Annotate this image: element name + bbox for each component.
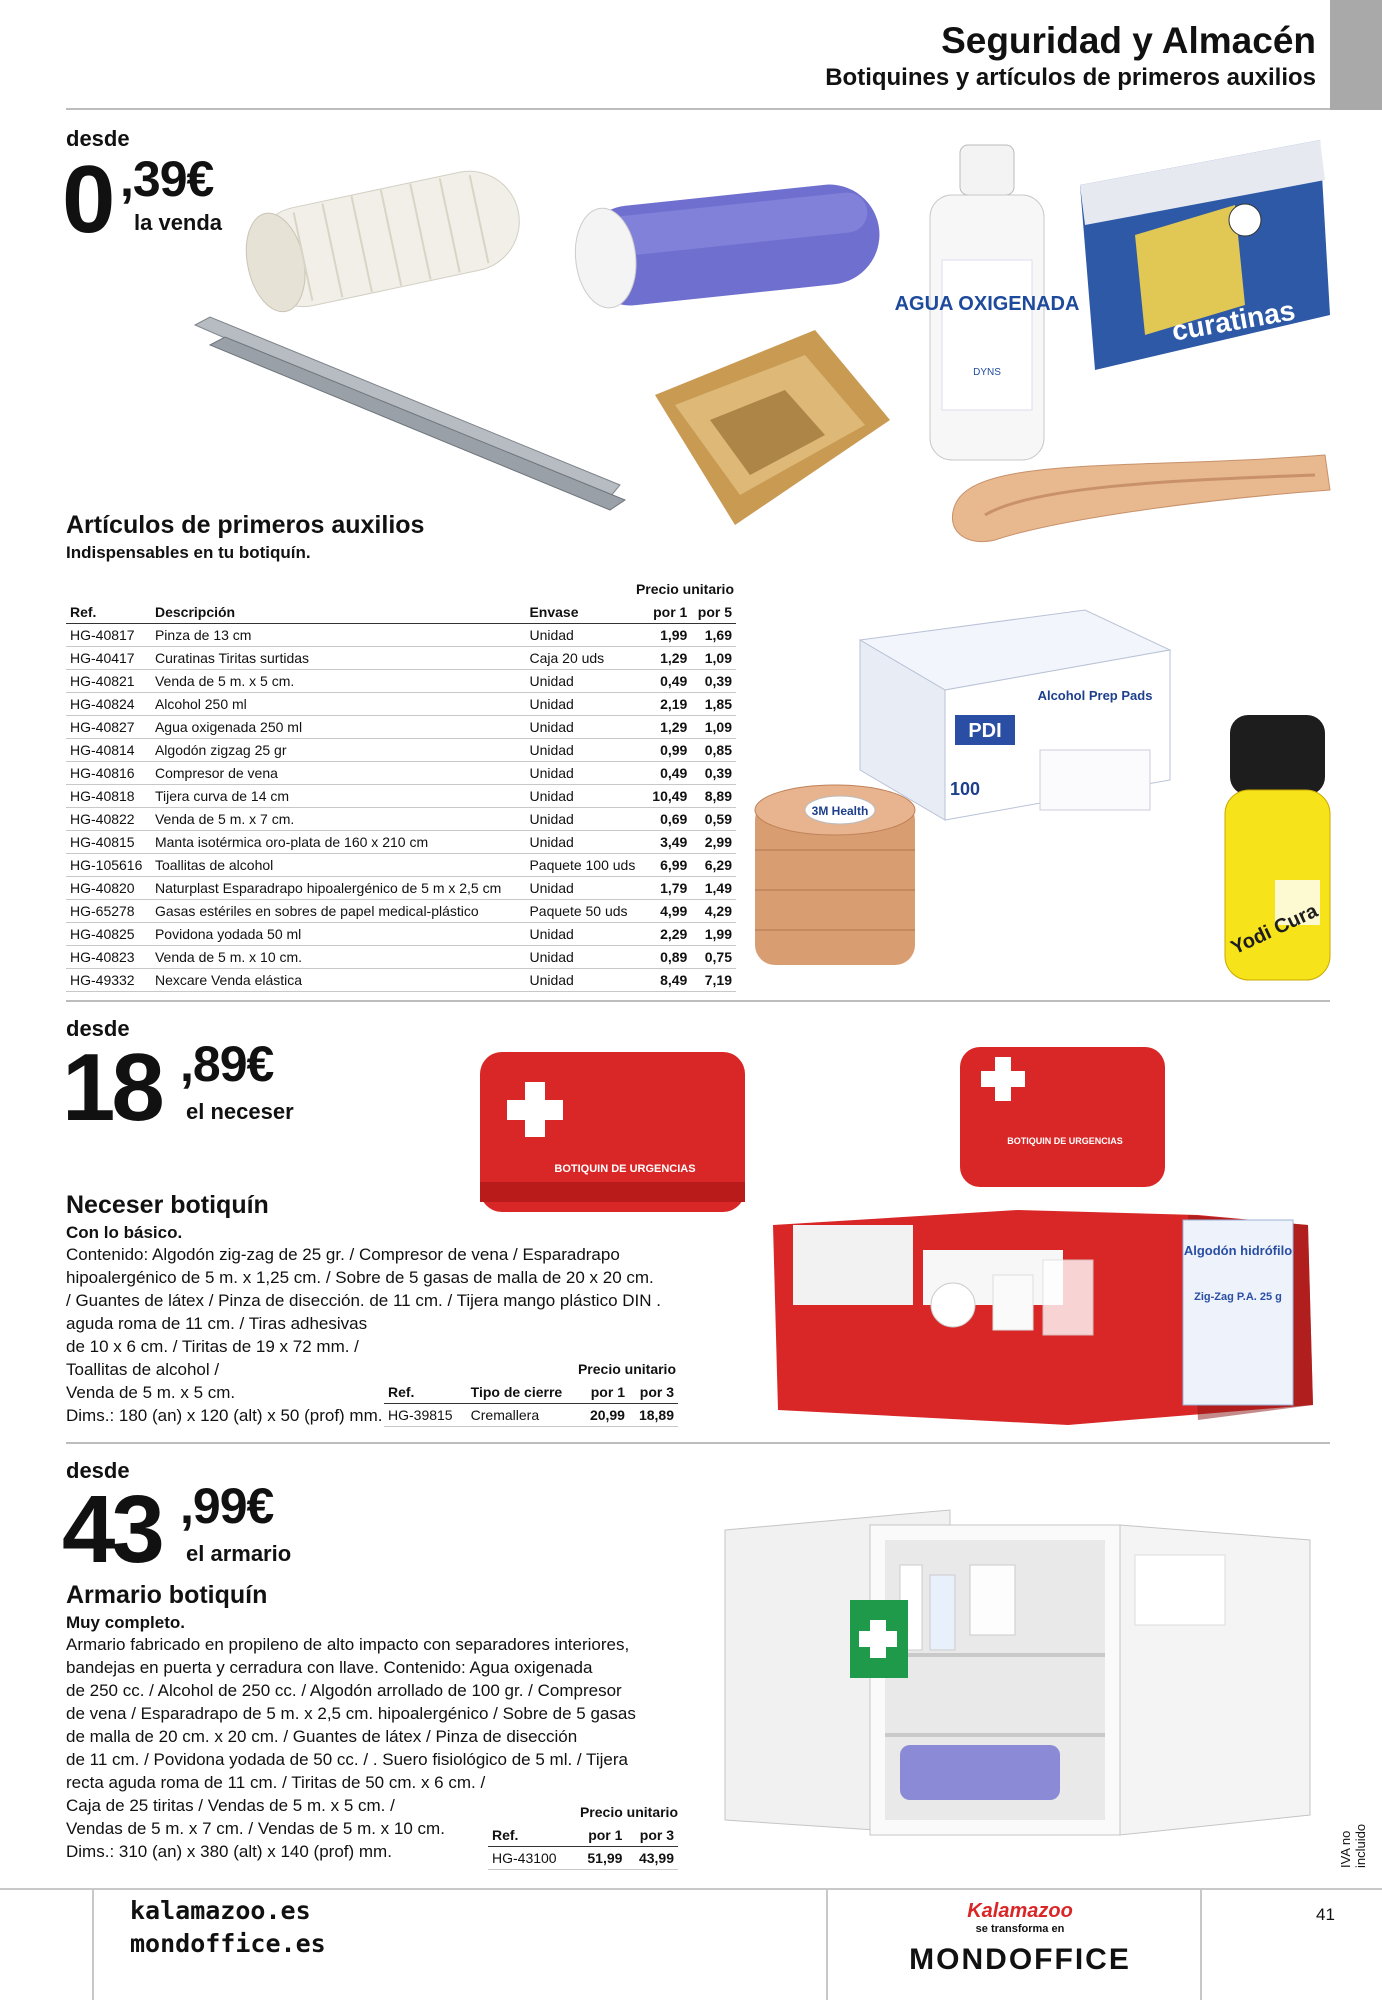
section3-price-table (488, 1824, 678, 1870)
desc-line: aguda roma de 11 cm. / Tiras adhesivas (66, 1314, 368, 1333)
cell-por5: 2,99 (691, 831, 736, 854)
cell-ref: HG-40815 (66, 831, 151, 854)
table-row (66, 854, 736, 877)
cell-ref: HG-40824 (66, 693, 151, 716)
section3-title: Armario botiquín (66, 1581, 268, 1609)
footer-divider-right (1200, 1890, 1202, 2000)
table-row (66, 877, 736, 900)
cell-por1: 0,89 (646, 946, 692, 969)
col-por5: por 5 (691, 601, 736, 624)
cell-por5: 1,85 (691, 693, 736, 716)
cell-descripcion: Povidona yodada 50 ml (151, 923, 526, 946)
price-from-label: desde (66, 126, 130, 151)
hydrogen-peroxide-bottle-image (894, 140, 1080, 465)
cell-por5: 0,39 (691, 762, 736, 785)
col-por3: por 3 (626, 1824, 678, 1847)
price-cents: ,99€ (180, 1478, 274, 1534)
desc-line: Contenido: Algodón zig-zag de 25 gr. / Compresor de vena / Esparadrapo (66, 1245, 620, 1264)
cell-descripcion: Venda de 5 m. x 7 cm. (151, 808, 526, 831)
section1-subtitle: Indispensables en tu botiquín. (66, 543, 311, 562)
cell-por1: 1,29 (646, 647, 692, 670)
first-aid-bag-closed-image (475, 1042, 755, 1222)
cell-por5: 0,39 (691, 670, 736, 693)
col-tipo-cierre: Tipo de cierre (467, 1381, 580, 1404)
table-header-row (488, 1824, 678, 1847)
cell-por5: 1,99 (691, 923, 736, 946)
table-row (66, 831, 736, 854)
cell-por5: 7,19 (691, 969, 736, 992)
section1-precio-unitario: Precio unitario (635, 581, 734, 597)
cell-ref: HG-40817 (66, 624, 151, 647)
cell-descripcion: Tijera curva de 14 cm (151, 785, 526, 808)
price-integer: 43 (62, 1476, 161, 1583)
cell-ref: HG-40814 (66, 739, 151, 762)
tweezers-image (190, 315, 630, 515)
cell-envase: Unidad (525, 969, 645, 992)
cell-por1: 51,99 (575, 1847, 627, 1870)
cell-ref: HG-65278 (66, 900, 151, 923)
cell-por1: 0,49 (646, 762, 692, 785)
table-row (66, 946, 736, 969)
thermal-blanket-image (615, 325, 895, 530)
iva-note: IVA no incluido (1338, 1823, 1368, 1868)
table-header-row (66, 601, 736, 624)
cell-ref: HG-105616 (66, 854, 151, 877)
cell-ref: HG-43100 (488, 1847, 575, 1870)
cell-ref: HG-40827 (66, 716, 151, 739)
price-from-label: desde (66, 1458, 130, 1483)
first-aid-bag-open-image (768, 1205, 1318, 1430)
desc-line: Caja de 25 tiritas / Vendas de 5 m. x 5 cm. / (66, 1796, 395, 1815)
price-integer: 0 (62, 146, 112, 253)
table-row (66, 762, 736, 785)
logo-kalamazoo: Kalamazoo (967, 1900, 1073, 1922)
curatinas-label: curatinas (1169, 294, 1298, 347)
curatinas-box-image (1075, 135, 1335, 375)
desc-line: hipoalergénico de 5 m. x 1,25 cm. / Sobre de 5 gasas de malla de 20 x 20 cm. (66, 1268, 654, 1287)
header-rule (66, 108, 1330, 110)
cell-por1: 10,49 (646, 785, 692, 808)
page-title: Seguridad y Almacén (941, 20, 1316, 61)
cotton-roll-image (560, 160, 900, 330)
desc-line: Dims.: 310 (an) x 380 (alt) x 140 (prof) mm. (66, 1842, 392, 1861)
bandage-brand-label: 3M Health (811, 804, 869, 818)
table-row (384, 1404, 678, 1427)
table-row (66, 808, 736, 831)
cell-envase: Unidad (525, 785, 645, 808)
cell-por5: 1,69 (691, 624, 736, 647)
footer-logo (900, 1900, 1140, 1977)
desc-line: Venda de 5 m. x 5 cm. (66, 1383, 236, 1402)
desc-line: de 11 cm. / Povidona yodada de 50 cc. / . Suero fisiológico de 5 ml. / Tijera (66, 1750, 628, 1769)
cell-descripcion: Agua oxigenada 250 ml (151, 716, 526, 739)
cell-por5: 0,75 (691, 946, 736, 969)
povidone-bottle-image (1220, 710, 1335, 985)
cell-envase: Unidad (525, 923, 645, 946)
desc-line: / Guantes de látex / Pinza de disección. de 11 cm. / Tijera mango plástico DIN . (66, 1291, 661, 1310)
cell-por1: 20,99 (580, 1404, 629, 1427)
cell-por5: 0,59 (691, 808, 736, 831)
cell-por1: 1,79 (646, 877, 692, 900)
cell-envase: Paquete 50 uds (525, 900, 645, 923)
tourniquet-image (935, 435, 1335, 555)
desc-line: de 250 cc. / Alcohol de 250 cc. / Algodón arrollado de 100 gr. / Compresor (66, 1681, 622, 1700)
pdi-label: PDI (968, 720, 1002, 742)
col-por1: por 1 (575, 1824, 627, 1847)
cell-descripcion: Alcohol 250 ml (151, 693, 526, 716)
cell-envase: Unidad (525, 808, 645, 831)
cell-descripcion: Pinza de 13 cm (151, 624, 526, 647)
desc-line: Toallitas de alcohol / (66, 1360, 220, 1379)
pouch-label: Algodón hidrófilo (1183, 1243, 1293, 1258)
section3-subtitle: Muy completo. (66, 1613, 186, 1632)
table-row (66, 624, 736, 647)
section3-precio-unitario: Precio unitario (579, 1804, 678, 1820)
cell-tipo-cierre: Cremallera (467, 1404, 580, 1427)
cell-envase: Unidad (525, 946, 645, 969)
cell-por5: 1,09 (691, 647, 736, 670)
cell-por1: 0,69 (646, 808, 692, 831)
section1-title: Artículos de primeros auxilios (66, 511, 425, 539)
section2-title: Neceser botiquín (66, 1191, 269, 1219)
bag-small-label: BOTIQUIN DE URGENCIAS (1007, 1136, 1123, 1146)
section2-price-table (384, 1381, 678, 1427)
col-ref: Ref. (66, 601, 151, 624)
cell-descripcion: Manta isotérmica oro-plata de 160 x 210 cm (151, 831, 526, 854)
cell-envase: Paquete 100 uds (525, 854, 645, 877)
cell-por3: 43,99 (626, 1847, 678, 1870)
col-ref: Ref. (488, 1824, 575, 1847)
col-descripcion: Descripción (151, 601, 526, 624)
first-aid-bag-small-image (955, 1042, 1170, 1192)
price-unit: el armario (186, 1541, 292, 1566)
cell-por5: 1,09 (691, 716, 736, 739)
section-rule-1 (66, 1000, 1330, 1002)
cell-ref: HG-40825 (66, 923, 151, 946)
price-cents: ,89€ (180, 1036, 274, 1092)
desc-line: recta aguda roma de 11 cm. / Tiritas de 50 cm. x 6 cm. / (66, 1773, 486, 1792)
bag-label: BOTIQUIN DE URGENCIAS (554, 1163, 696, 1175)
yodi-label: Yodi Cura (1227, 899, 1322, 960)
cell-ref: HG-40820 (66, 877, 151, 900)
cell-descripcion: Naturplast Esparadrapo hipoalergénico de 5 m x 2,5 cm (151, 877, 526, 900)
footer-url-kalamazoo[interactable]: kalamazoo.es (130, 1896, 311, 1925)
cell-envase: Unidad (525, 670, 645, 693)
cell-por5: 6,29 (691, 854, 736, 877)
cell-por1: 2,19 (646, 693, 692, 716)
col-por1: por 1 (646, 601, 692, 624)
cell-envase: Unidad (525, 762, 645, 785)
cell-por1: 4,99 (646, 900, 692, 923)
desc-line: Armario fabricado en propileno de alto impacto con separadores interiores, (66, 1635, 630, 1654)
agua-brand-label: DYNS (973, 367, 1001, 378)
cell-por1: 3,49 (646, 831, 692, 854)
table-row (66, 670, 736, 693)
table-row (66, 900, 736, 923)
col-por3: por 3 (629, 1381, 678, 1404)
desc-line: de 10 x 6 cm. / Tiritas de 19 x 72 mm. / (66, 1337, 359, 1356)
cell-descripcion: Nexcare Venda elástica (151, 969, 526, 992)
cell-envase: Caja 20 uds (525, 647, 645, 670)
footer-divider-mid (826, 1890, 828, 2000)
cell-ref: HG-40816 (66, 762, 151, 785)
cell-descripcion: Toallitas de alcohol (151, 854, 526, 877)
table-row (66, 739, 736, 762)
cell-ref: HG-40822 (66, 808, 151, 831)
logo-tagline: se transforma en (975, 1923, 1065, 1935)
cell-descripcion: Algodón zigzag 25 gr (151, 739, 526, 762)
cell-envase: Unidad (525, 877, 645, 900)
cell-por1: 8,49 (646, 969, 692, 992)
page-subtitle: Botiquines y artículos de primeros auxilios (825, 64, 1316, 91)
cell-por1: 2,29 (646, 923, 692, 946)
section-rule-2 (66, 1442, 1330, 1444)
price-from-label: desde (66, 1016, 130, 1041)
table-row (66, 647, 736, 670)
cell-descripcion: Compresor de vena (151, 762, 526, 785)
cell-descripcion: Venda de 5 m. x 10 cm. (151, 946, 526, 969)
footer-url-mondoffice[interactable]: mondoffice.es (130, 1929, 326, 1958)
desc-line: Dims.: 180 (an) x 120 (alt) x 50 (prof) mm. (66, 1406, 383, 1425)
cell-envase: Unidad (525, 831, 645, 854)
cell-por5: 8,89 (691, 785, 736, 808)
cell-envase: Unidad (525, 739, 645, 762)
logo-mondoffice: MONDOFFICE (909, 1943, 1131, 1976)
table-row (66, 693, 736, 716)
cell-descripcion: Gasas estériles en sobres de papel medical-plástico (151, 900, 526, 923)
cell-por3: 18,89 (629, 1404, 678, 1427)
cell-descripcion: Curatinas Tiritas surtidas (151, 647, 526, 670)
table-row (488, 1847, 678, 1870)
table-row (66, 969, 736, 992)
price-integer: 18 (62, 1034, 161, 1141)
pouch-sub-label: Zig-Zag P.A. 25 g (1194, 1291, 1282, 1303)
desc-line: Vendas de 5 m. x 7 cm. / Vendas de 5 m. x 10 cm. (66, 1819, 445, 1838)
alcohol-prep-label: Alcohol Prep Pads (1037, 688, 1153, 703)
cell-ref: HG-40823 (66, 946, 151, 969)
cell-ref: HG-40417 (66, 647, 151, 670)
cell-por5: 4,29 (691, 900, 736, 923)
agua-label: AGUA OXIGENADA (894, 293, 1080, 315)
cell-ref: HG-40821 (66, 670, 151, 693)
cell-ref: HG-40818 (66, 785, 151, 808)
table-header-row (384, 1381, 678, 1404)
header-tab (1330, 0, 1382, 110)
cell-envase: Unidad (525, 693, 645, 716)
cell-descripcion: Venda de 5 m. x 5 cm. (151, 670, 526, 693)
section2-subtitle: Con lo básico. (66, 1223, 183, 1242)
cell-ref: HG-39815 (384, 1404, 467, 1427)
desc-line: de malla de 20 cm. x 20 cm. / Guantes de látex / Pinza de disección (66, 1727, 578, 1746)
cell-por1: 1,29 (646, 716, 692, 739)
desc-line: bandejas en puerta y cerradura con llave. Contenido: Agua oxigenada (66, 1658, 593, 1677)
col-por1: por 1 (580, 1381, 629, 1404)
col-ref: Ref. (384, 1381, 467, 1404)
bandage-roll-image (230, 148, 550, 318)
cell-por1: 1,99 (646, 624, 692, 647)
cell-envase: Unidad (525, 624, 645, 647)
cell-por1: 6,99 (646, 854, 692, 877)
pdi-count-label: 100 (949, 779, 981, 799)
table-row (66, 923, 736, 946)
col-envase: Envase (525, 601, 645, 624)
section2-precio-unitario: Precio unitario (577, 1361, 676, 1377)
footer-rule (0, 1888, 1382, 1890)
price-unit: la venda (134, 210, 223, 235)
cell-por1: 0,49 (646, 670, 692, 693)
section1-price-table (66, 601, 736, 992)
footer-divider-left (92, 1890, 94, 2000)
table-row (66, 716, 736, 739)
cell-por5: 1,49 (691, 877, 736, 900)
price-cents: ,39€ (120, 151, 214, 207)
price-unit: el neceser (186, 1099, 294, 1124)
cell-ref: HG-49332 (66, 969, 151, 992)
desc-line: de vena / Esparadrapo de 5 m. x 2,5 cm. hipoalergénico / Sobre de 5 gasas (66, 1704, 636, 1723)
page-number: 41 (1316, 1905, 1335, 1924)
elastic-bandage-image (750, 780, 920, 970)
first-aid-cabinet-image (720, 1505, 1320, 1845)
cell-por1: 0,99 (646, 739, 692, 762)
table-row (66, 785, 736, 808)
cell-por5: 0,85 (691, 739, 736, 762)
cell-envase: Unidad (525, 716, 645, 739)
